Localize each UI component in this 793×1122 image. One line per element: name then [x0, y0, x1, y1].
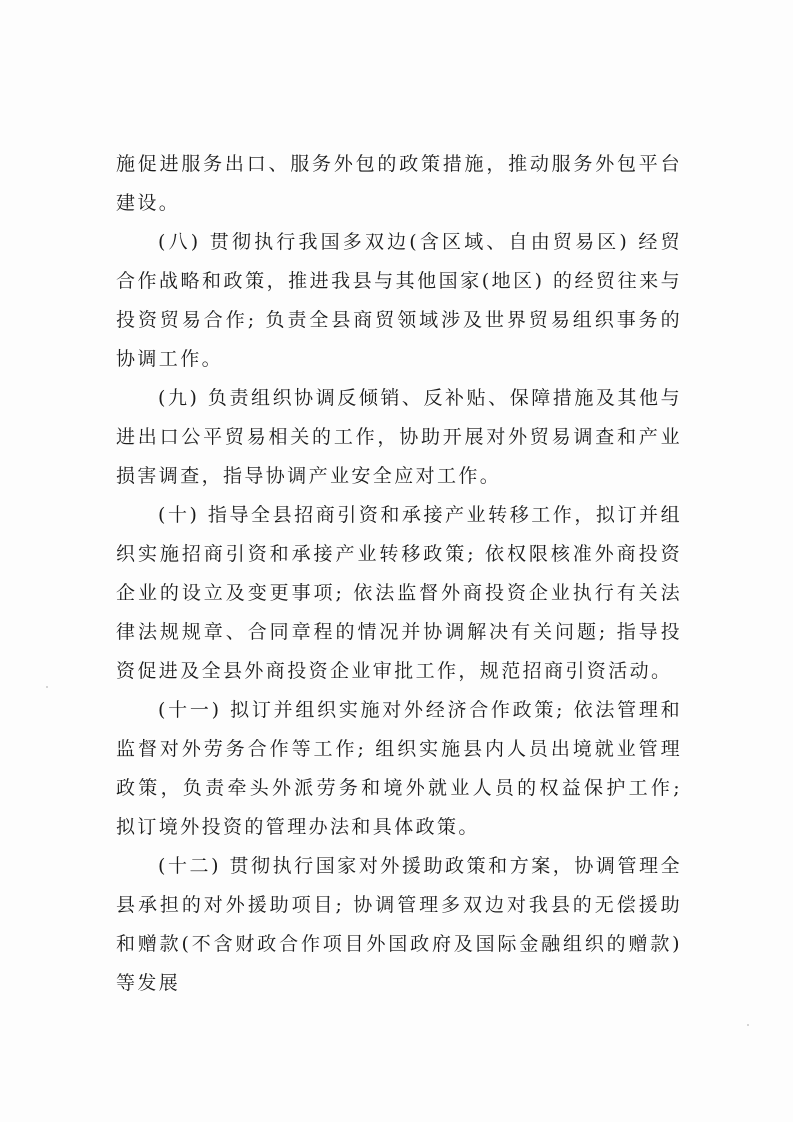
paragraph-item-10: (十) 指导全县招商引资和承接产业转移工作，拟订并组织实施招商引资和承接产业转移政策; 依权限核准外商投资企业的设立及变更事项; 依法监督外商投资企业执行有关法律法规规章、合同章程的情况并协调解决有关问题; 指导投资促进及全县外商投资企业审批工作，规范招商引资活动。: [116, 504, 682, 682]
paragraph-item-11: (十一) 拟订并组织实施对外经济合作政策; 依法管理和监督对外劳务合作等工作; 组织实施县内人员出境就业管理政策，负责牵头外派劳务和境外就业人员的权益保护工作; 拟订境外投资的管理办法和具体政策。: [116, 699, 682, 838]
scan-speck: [46, 686, 48, 688]
paragraph-item-8: (八) 贯彻执行我国多双边(含区域、自由贸易区) 经贸合作战略和政策，推进我县与其他国家(地区) 的经贸往来与投资贸易合作; 负责全县商贸领域涉及世界贸易组织事务的协调工作。: [116, 231, 682, 370]
paragraph-item-9: (九) 负责组织协调反倾销、反补贴、保障措施及其他与进出口公平贸易相关的工作，协助开展对外贸易调查和产业损害调查，指导协调产业安全应对工作。: [116, 387, 682, 487]
paragraph-continuation: 施促进服务出口、服务外包的政策措施，推动服务外包平台建设。: [116, 153, 682, 214]
document-body: [116, 145, 682, 1003]
scan-speck: [747, 1024, 749, 1026]
paragraph-item-12: (十二) 贯彻执行国家对外援助政策和方案，协调管理全县承担的对外援助项目; 协调管理多双边对我县的无偿援助和赠款(不含财政合作项目外国政府及国际金融组织的赠款) 等发展: [116, 855, 682, 994]
